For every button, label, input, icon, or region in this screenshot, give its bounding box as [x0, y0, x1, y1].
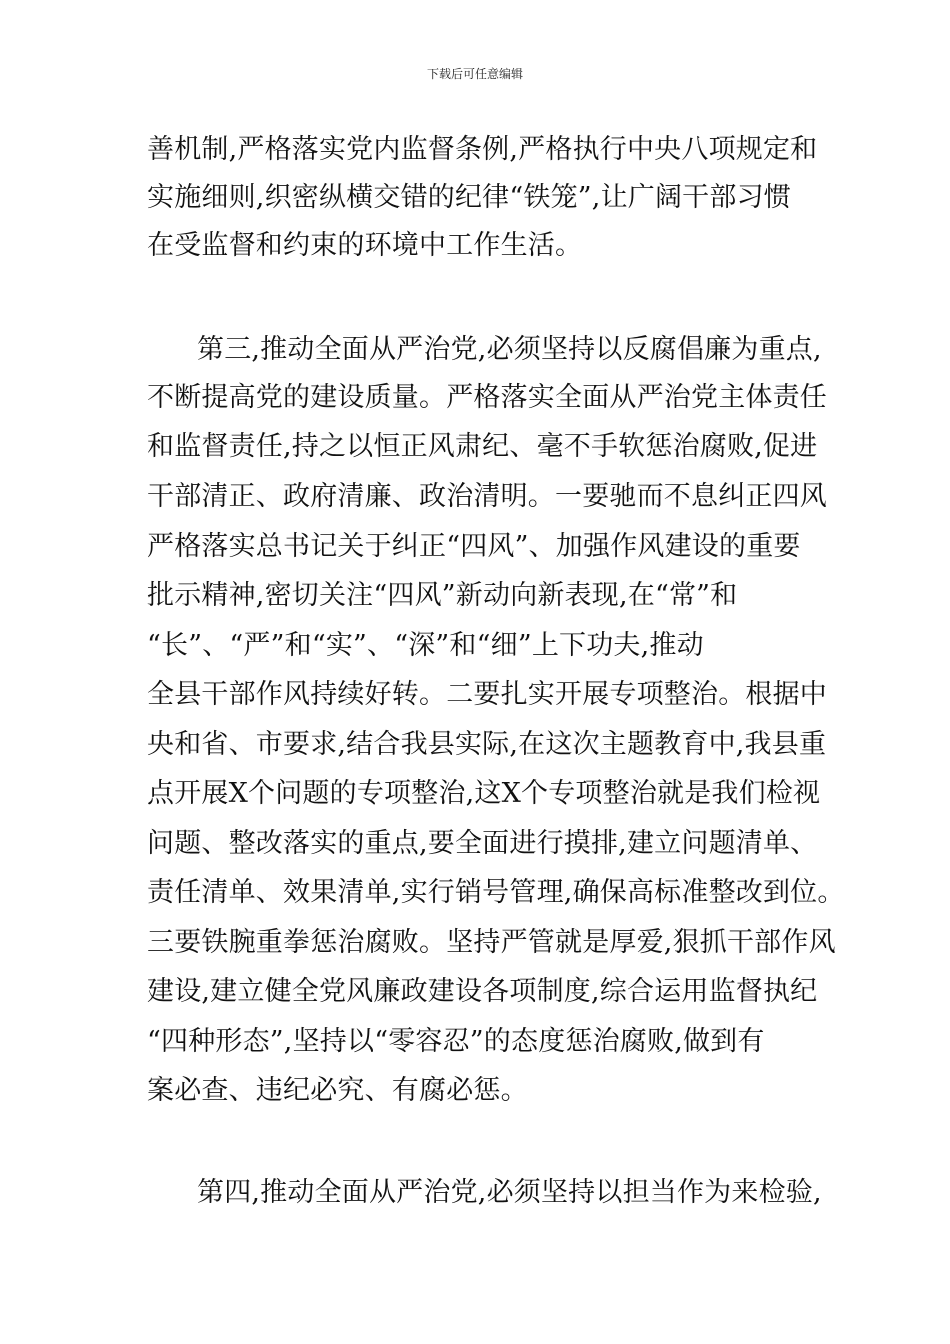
text-line: 建设,建立健全党风廉政建设各项制度,综合运用监督执纪: [147, 976, 818, 1007]
text-line: 严格落实总书记关于纠正“四风”、加强作风建设的重要: [147, 531, 801, 562]
paragraph-start-line: 第三,推动全面从严治党,必须坚持以反腐倡廉为重点,: [197, 334, 822, 365]
text-line: 三要铁腕重拳惩治腐败。坚持严管就是厚爱,狠抓干部作风: [147, 927, 836, 958]
page-header: 下载后可任意编辑: [426, 67, 523, 81]
text-line: 善机制,严格落实党内监督条例,严格执行中央八项规定和: [147, 134, 818, 165]
text-line: 干部清正、政府清廉、政治清明。一要驰而不息纠正四风: [147, 481, 827, 512]
paragraph-start-line: 第四,推动全面从严治党,必须坚持以担当作为来检验,: [197, 1177, 822, 1208]
text-line: “四种形态”,坚持以“零容忍”的态度惩治腐败,做到有: [147, 1026, 765, 1057]
text-line: 批示精神,密切关注“四风”新动向新表现,在“常”和: [147, 580, 738, 611]
text-line: 点开展X个问题的专项整治,这X个专项整治就是我们检视: [147, 778, 821, 809]
text-line: 全县干部作风持续好转。二要扎实开展专项整治。根据中: [147, 679, 827, 710]
text-line: 和监督责任,持之以恒正风肃纪、毫不手软惩治腐败,促进: [147, 431, 818, 462]
text-line: “长”、“严”和“实”、“深”和“细”上下功夫,推动: [147, 630, 704, 661]
text-line: 不断提高党的建设质量。严格落实全面从严治党主体责任: [147, 382, 827, 413]
text-line: 央和省、市要求,结合我县实际,在这次主题教育中,我县重: [147, 729, 827, 760]
text-line: 责任清单、效果清单,实行销号管理,确保高标准整改到位。: [147, 877, 845, 908]
text-line: 在受监督和约束的环境中工作生活。: [147, 230, 583, 261]
text-line: 案必查、违纪必究、有腐必惩。: [147, 1075, 528, 1106]
text-line: 实施细则,织密纵横交错的纪律“铁笼”,让广阔干部习惯: [147, 182, 791, 213]
text-line: 问题、整改落实的重点,要全面进行摸排,建立问题清单、: [147, 828, 818, 859]
